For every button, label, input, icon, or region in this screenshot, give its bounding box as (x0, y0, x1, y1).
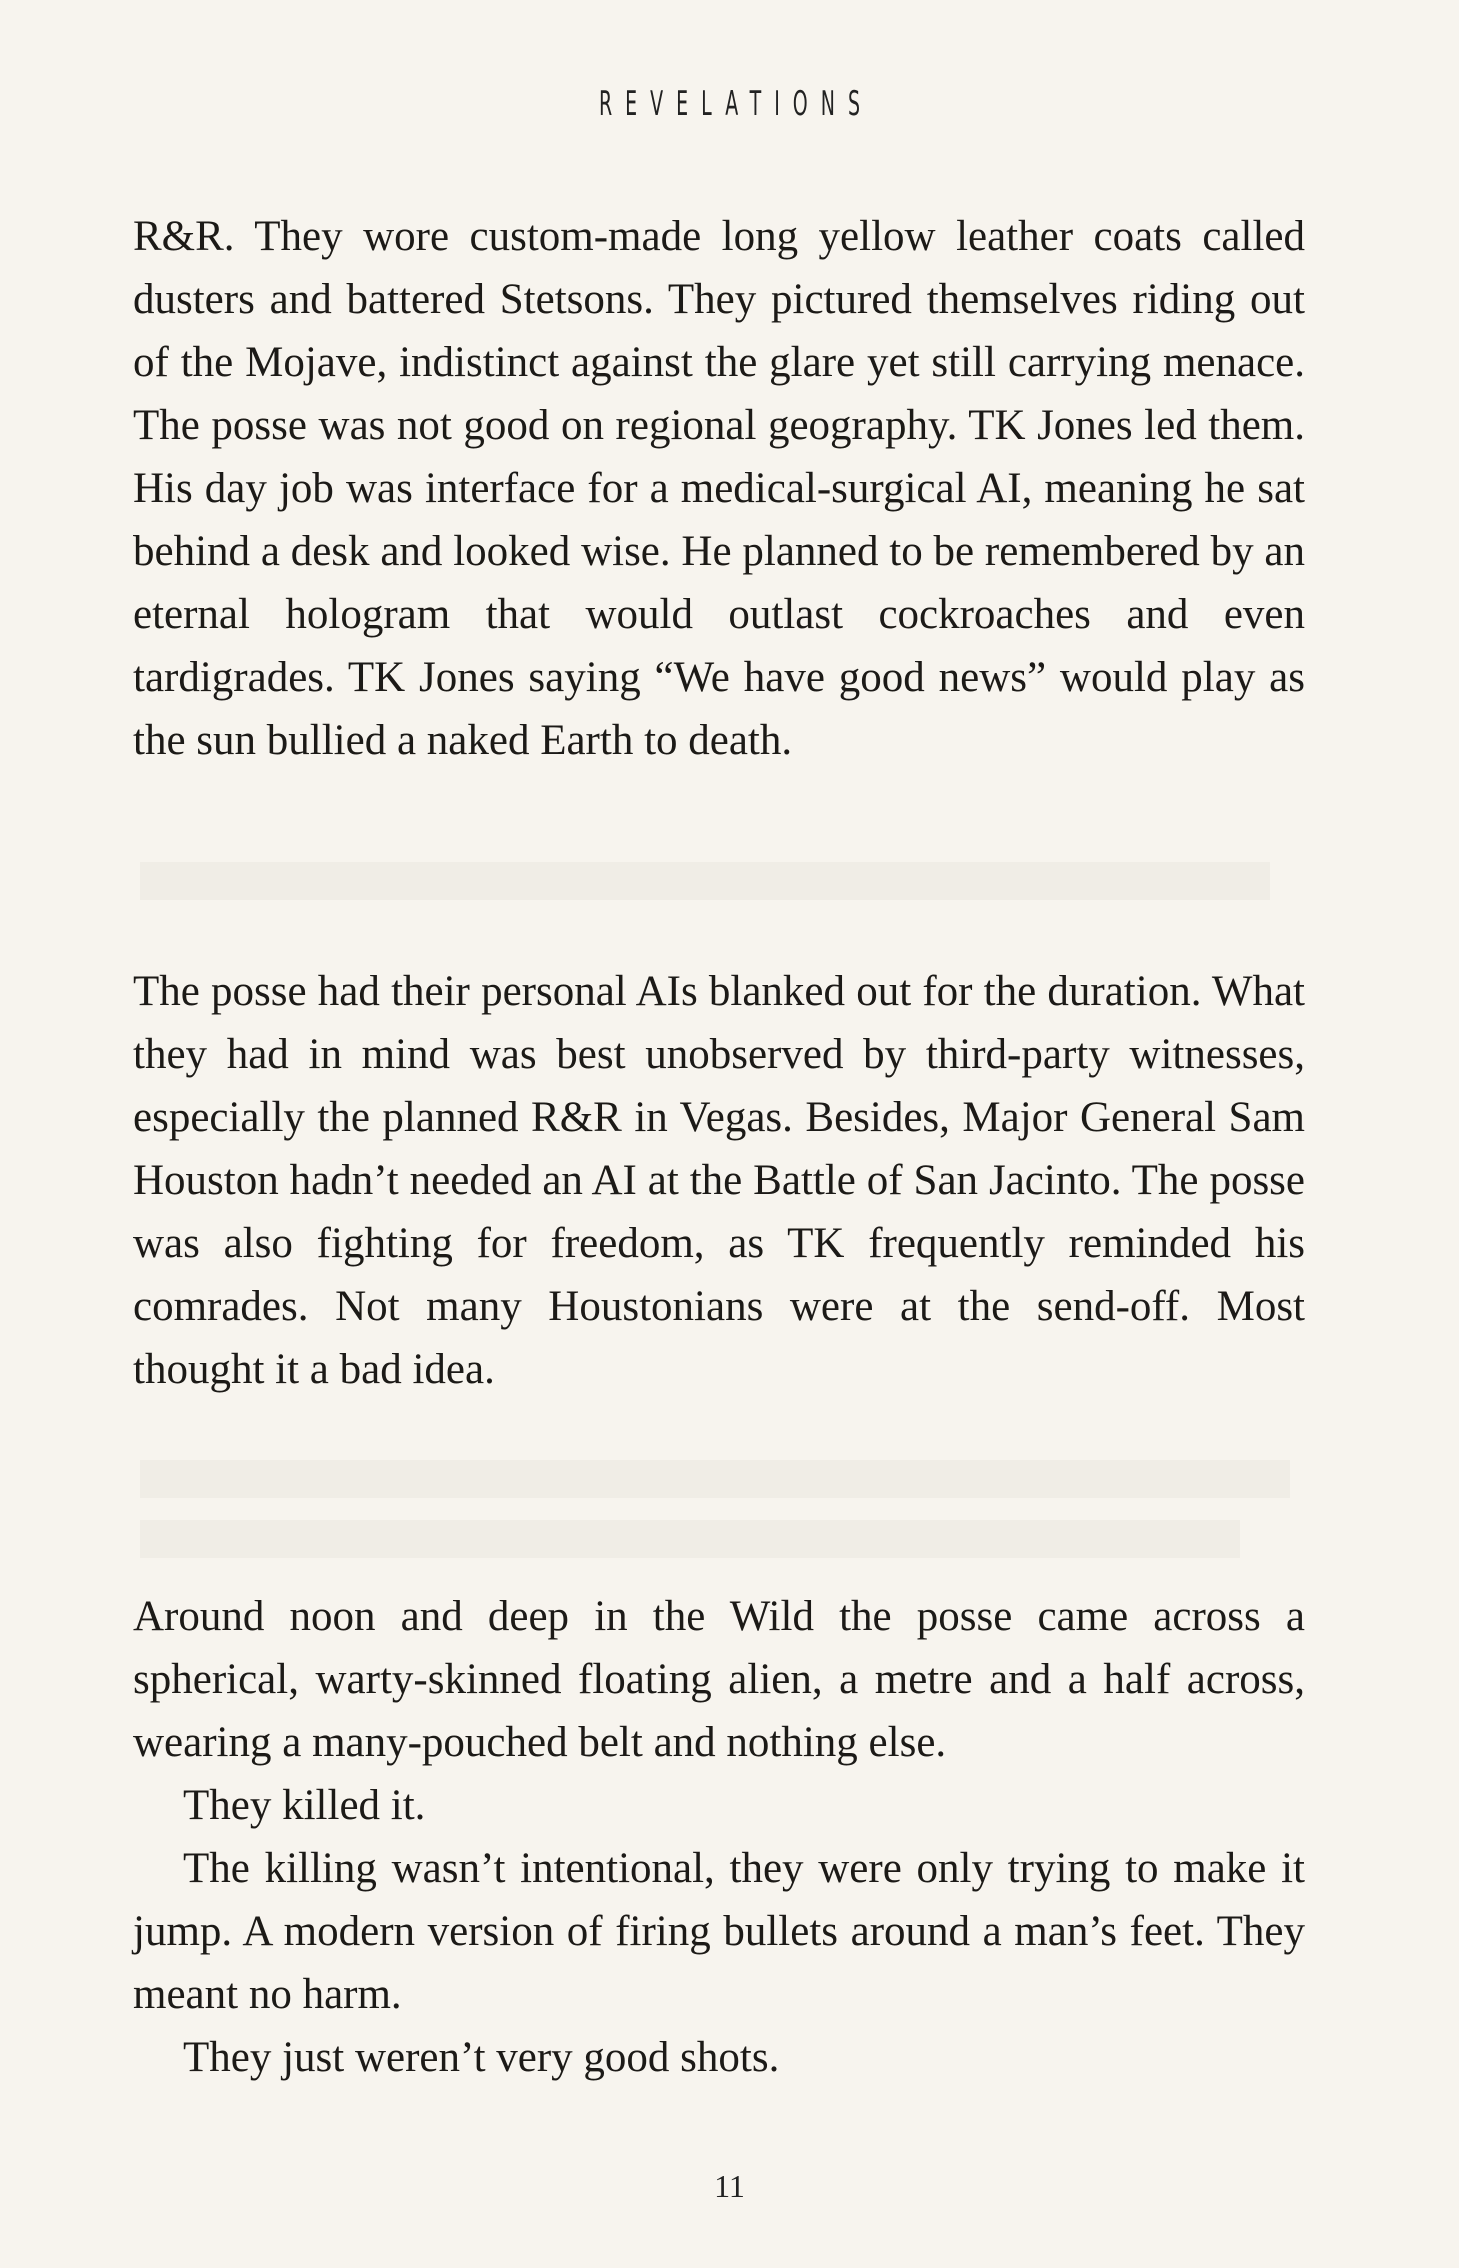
show-through-shadow (140, 862, 1270, 900)
paragraph-block-2 (133, 960, 1305, 1401)
paragraph: The posse had their personal AIs blanked out for the duration. What they had in mind was best unobserved by third-party witnesses, especially the planned R&R in Vegas. Besides, Major General Sam Houston hadn’t needed an AI at the Battle of San Jacinto. The posse was also fighting for freedom, as TK frequently reminded his comrades. Not many Houstonians were at the send-off. Most thought it a bad idea. (133, 968, 1305, 1393)
page-number: 11 (714, 2168, 745, 2204)
running-head: REVELATIONS (598, 84, 874, 124)
paragraph: The killing wasn’t intentional, they were only trying to make it jump. A modern version of firing bullets around a man’s feet. They meant no harm. (133, 1845, 1305, 2018)
show-through-shadow (140, 1460, 1290, 1498)
show-through-shadow (140, 1520, 1240, 1558)
paragraph-block-1 (133, 205, 1305, 772)
paragraph: They just weren’t very good shots. (183, 2034, 780, 2081)
paragraph: They killed it. (183, 1782, 426, 1829)
paragraph: Around noon and deep in the Wild the posse came across a spherical, warty-skinned floating alien, a metre and a half across, wearing a many-pouched belt and nothing else. (133, 1593, 1305, 1766)
paragraph-block-3 (133, 1585, 1305, 2089)
paragraph: R&R. They wore custom-made long yellow leather coats called dusters and battered Stetsons. They pictured themselves riding out of the Mojave, indistinct against the glare yet still carrying menace. The posse was not good on regional geography. TK Jones led them. His day job was interface for a medical-surgical AI, meaning he sat behind a desk and looked wise. He planned to be remembered by an eternal hologram that would outlast cockroaches and even tardigrades. TK Jones saying “We have good news” would play as the sun bullied a naked Earth to death. (133, 213, 1305, 764)
